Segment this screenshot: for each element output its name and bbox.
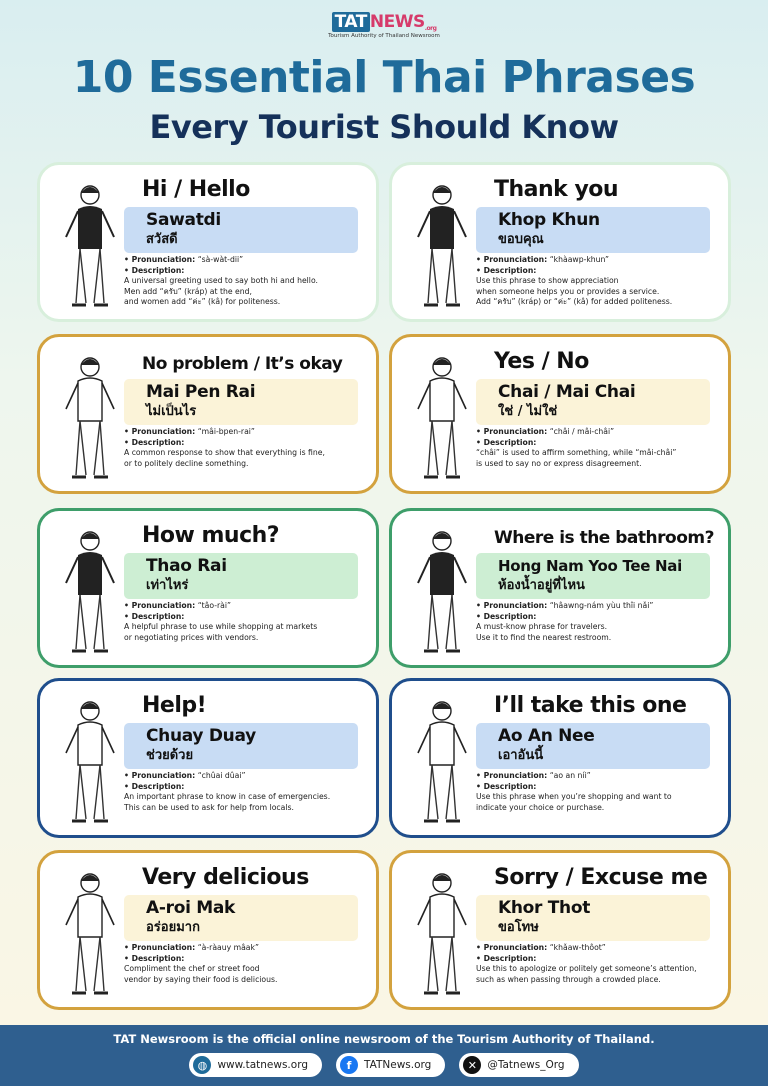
description-label: • Description: <box>124 265 185 275</box>
website-link[interactable] <box>189 1053 322 1077</box>
phrase-card <box>389 334 731 494</box>
description-line: when someone helps you or provides a service. <box>476 286 660 296</box>
pronunciation-label: • Pronunciation: <box>476 255 548 264</box>
x-icon: ✕ <box>463 1056 481 1074</box>
translation-box <box>124 553 358 599</box>
description-label: • Description: <box>124 611 185 621</box>
description-line: vendor by saying their food is delicious. <box>124 974 278 984</box>
person-illustration-icon <box>58 695 122 829</box>
description-line: A must-know phrase for travelers. <box>476 622 608 632</box>
description-line: Use this phrase when you’re shopping and want to <box>476 792 672 802</box>
pronunciation-line <box>476 943 728 954</box>
phrase-info <box>476 943 728 985</box>
phrase-romanization: Khor Thot <box>498 898 591 918</box>
pronunciation-line <box>124 601 376 612</box>
phrase-thai: ใช่ / ไม่ใช่ <box>498 404 558 419</box>
page-subtitle: Every Tourist Should Know <box>149 108 619 146</box>
pronunciation-value: “sà-wàt-dii” <box>197 255 244 264</box>
description-label: • Description: <box>476 953 537 963</box>
pronunciation-value: “mâi-bpen-rai” <box>197 427 255 436</box>
pronunciation-line <box>124 427 376 438</box>
phrase-card <box>389 850 731 1010</box>
translation-box <box>124 379 358 425</box>
person-illustration-icon <box>410 867 474 1001</box>
phrase-thai: ขอบคุณ <box>498 232 544 247</box>
phrase-thai: ช่วยด้วย <box>146 748 194 763</box>
description-line: Add “ครับ” (kráp) or “ค่ะ” (kâ) for added politeness. <box>476 297 673 307</box>
description-line: or negotiating prices with vendors. <box>124 632 259 642</box>
pronunciation-value: “chûai dûai” <box>197 771 246 780</box>
phrase-info <box>476 427 728 469</box>
logo-subtitle: Tourism Authority of Thailand Newsroom <box>328 33 440 39</box>
description-line: or to politely decline something. <box>124 458 249 468</box>
phrase-info <box>124 255 376 308</box>
description-label: • Description: <box>476 781 537 791</box>
description-line: Men add “ครับ” (kráp) at the end, <box>124 286 252 296</box>
logo-org: .org <box>424 25 437 32</box>
phrase-thai: อร่อยมาก <box>146 920 200 935</box>
pronunciation-line <box>476 771 728 782</box>
phrase-thai: สวัสดี <box>146 232 178 247</box>
person-illustration-icon <box>58 351 122 485</box>
phrase-english: Sorry / Excuse me <box>494 865 708 890</box>
pronunciation-line <box>124 771 376 782</box>
translation-box <box>124 723 358 769</box>
phrase-english: Thank you <box>494 177 619 202</box>
phrase-thai: ขอโทษ <box>498 920 539 935</box>
phrase-romanization: Ao An Nee <box>498 726 595 746</box>
phrase-english: Yes / No <box>494 349 589 374</box>
description-label: • Description: <box>476 611 537 621</box>
phrase-info <box>124 943 376 985</box>
pronunciation-value: “hâawng-nám yùu thîi nǎi” <box>549 601 654 610</box>
person-illustration-icon <box>410 179 474 313</box>
phrase-card <box>389 162 731 322</box>
facebook-label: TATNews.org <box>364 1059 432 1071</box>
phrase-info <box>476 771 728 813</box>
pronunciation-value: “châi / mâi-châi” <box>549 427 615 436</box>
description-label: • Description: <box>476 265 537 275</box>
phrase-card <box>37 162 379 322</box>
logo-news: NEWS <box>369 12 425 32</box>
person-illustration-icon <box>58 525 122 659</box>
pronunciation-label: • Pronunciation: <box>476 427 548 436</box>
pronunciation-label: • Pronunciation: <box>124 255 196 264</box>
description-line: Compliment the chef or street food <box>124 964 260 974</box>
pronunciation-label: • Pronunciation: <box>476 771 548 780</box>
person-illustration-icon <box>58 867 122 1001</box>
description-line: A common response to show that everything is fine, <box>124 448 325 458</box>
pronunciation-label: • Pronunciation: <box>124 943 196 952</box>
phrase-english: I’ll take this one <box>494 693 687 718</box>
description-line: is used to say no or express disagreement. <box>476 458 642 468</box>
facebook-link[interactable] <box>336 1053 445 1077</box>
translation-box <box>124 207 358 253</box>
x-label: @Tatnews_Org <box>487 1059 565 1071</box>
phrase-thai: ไม่เป็นไร <box>146 404 197 419</box>
description-label: • Description: <box>476 437 537 447</box>
phrase-romanization: Khop Khun <box>498 210 600 230</box>
translation-box <box>476 723 710 769</box>
website-label: www.tatnews.org <box>217 1059 308 1071</box>
phrase-romanization: Hong Nam Yoo Tee Nai <box>498 557 682 575</box>
description-label: • Description: <box>124 437 185 447</box>
phrase-romanization: Thao Rai <box>146 556 227 576</box>
pronunciation-line <box>476 427 728 438</box>
pronunciation-line <box>124 943 376 954</box>
x-link[interactable] <box>459 1053 578 1077</box>
phrase-english: Very delicious <box>142 865 309 890</box>
pronunciation-line <box>124 255 376 266</box>
pronunciation-value: “khǎaw-thôot” <box>549 943 606 952</box>
footer <box>0 1025 768 1086</box>
phrase-english: How much? <box>142 523 280 548</box>
description-line: indicate your choice or purchase. <box>476 802 605 812</box>
pronunciation-value: “à-ràauy mâak” <box>197 943 259 952</box>
pronunciation-value: “ao an níi” <box>549 771 591 780</box>
phrase-thai: ห้องน้ำอยู่ที่ไหน <box>498 578 585 593</box>
pronunciation-label: • Pronunciation: <box>124 771 196 780</box>
phrase-thai: เท่าไหร่ <box>146 578 189 593</box>
phrase-card <box>389 678 731 838</box>
pronunciation-value: “khàawp-khun” <box>549 255 609 264</box>
phrase-romanization: Mai Pen Rai <box>146 382 256 402</box>
phrase-card <box>37 334 379 494</box>
description-line: A universal greeting used to say both hi and hello. <box>124 276 318 286</box>
footer-text: TAT Newsroom is the official online newsroom of the Tourism Authority of Thailand. <box>113 1032 655 1046</box>
phrase-romanization: Chuay Duay <box>146 726 256 746</box>
description-line: such as when passing through a crowded place. <box>476 974 661 984</box>
description-line: Use this to apologize or politely get someone’s attention, <box>476 964 697 974</box>
phrase-romanization: Sawatdi <box>146 210 221 230</box>
phrase-info <box>476 601 728 643</box>
description-line: “châi” is used to affirm something, while “mâi-châi” <box>476 448 677 458</box>
pronunciation-line <box>476 601 728 612</box>
logo-tat: TAT <box>332 12 370 32</box>
description-label: • Description: <box>124 953 185 963</box>
description-line: and women add “ค่ะ” (kâ) for politeness. <box>124 297 281 307</box>
phrase-english: Where is the bathroom? <box>494 528 714 548</box>
phrase-card <box>37 850 379 1010</box>
description-line: A helpful phrase to use while shopping at markets <box>124 622 318 632</box>
pronunciation-line <box>476 255 728 266</box>
description-label: • Description: <box>124 781 185 791</box>
person-illustration-icon <box>410 525 474 659</box>
phrase-info <box>476 255 728 308</box>
phrase-info <box>124 601 376 643</box>
pronunciation-value: “tâo-rài” <box>197 601 232 610</box>
social-links <box>0 1053 768 1077</box>
pronunciation-label: • Pronunciation: <box>124 601 196 610</box>
tatnews-logo <box>0 12 768 39</box>
translation-box <box>476 207 710 253</box>
description-line: Use this phrase to show appreciation <box>476 276 619 286</box>
phrase-card <box>389 508 731 668</box>
translation-box <box>476 379 710 425</box>
phrase-english: Hi / Hello <box>142 177 250 202</box>
description-line: An important phrase to know in case of emergencies. <box>124 792 331 802</box>
pronunciation-label: • Pronunciation: <box>476 943 548 952</box>
translation-box <box>124 895 358 941</box>
phrase-english: No problem / It’s okay <box>142 354 343 374</box>
person-illustration-icon <box>410 695 474 829</box>
pronunciation-label: • Pronunciation: <box>124 427 196 436</box>
description-line: Use it to find the nearest restroom. <box>476 632 612 642</box>
phrase-info <box>124 771 376 813</box>
person-illustration-icon <box>410 351 474 485</box>
person-illustration-icon <box>58 179 122 313</box>
phrase-thai: เอาอันนี้ <box>498 748 544 763</box>
description-line: This can be used to ask for help from locals. <box>124 802 294 812</box>
page-title: 10 Essential Thai Phrases <box>72 52 696 103</box>
translation-box <box>476 553 710 599</box>
phrase-romanization: Chai / Mai Chai <box>498 382 636 402</box>
facebook-icon: f <box>340 1056 358 1074</box>
phrase-romanization: A-roi Mak <box>146 898 236 918</box>
phrase-card <box>37 508 379 668</box>
globe-icon: ◍ <box>193 1056 211 1074</box>
translation-box <box>476 895 710 941</box>
phrase-info <box>124 427 376 469</box>
phrase-card <box>37 678 379 838</box>
pronunciation-label: • Pronunciation: <box>476 601 548 610</box>
phrase-english: Help! <box>142 693 207 718</box>
